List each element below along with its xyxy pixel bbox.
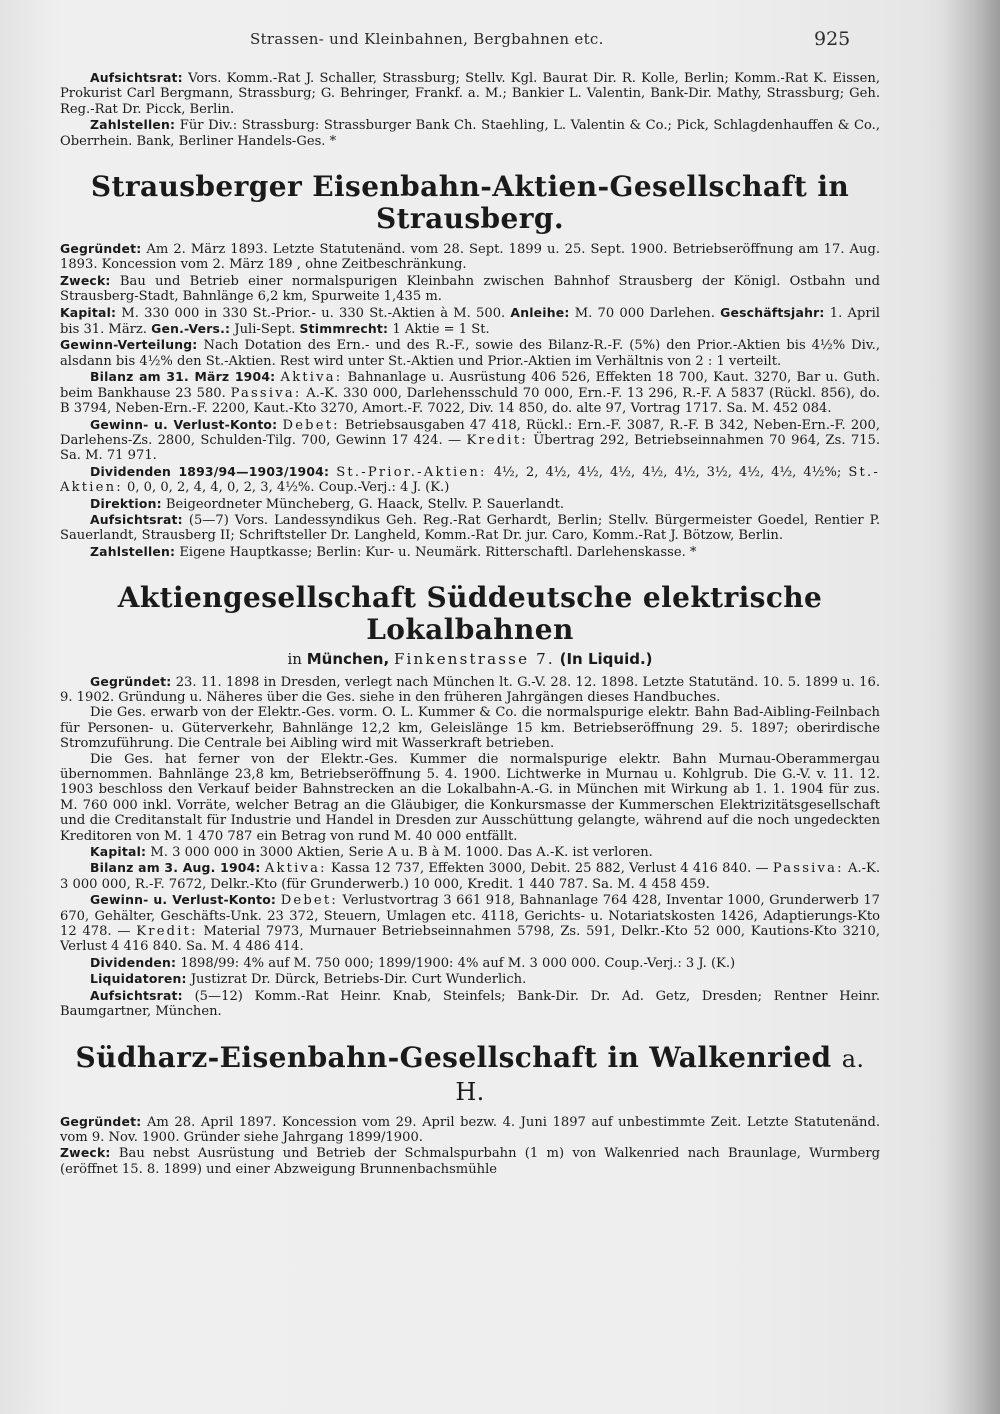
field-label: Liquidatoren: bbox=[90, 971, 187, 987]
field-label: Aufsichtsrat: bbox=[90, 987, 183, 1003]
title-suffix: a. H. bbox=[455, 1044, 865, 1106]
field-label: Kapital: bbox=[90, 844, 147, 860]
kredit-word: Kredit: bbox=[466, 432, 528, 448]
field-label: Geschäftsjahr: bbox=[720, 304, 825, 320]
field-label: Zweck: bbox=[60, 1145, 111, 1161]
dividenden-entry bbox=[60, 464, 880, 496]
field-text: 1898/99: 4% auf M. 750 000; 1899/1900: 4% auf M. 3 000 000. Coup.-Verj.: 3 J. (K.) bbox=[180, 955, 736, 971]
title-main: Südharz-Eisenbahn-Gesellschaft in Walkenried bbox=[75, 1040, 832, 1074]
field-label: Zahlstellen: bbox=[90, 543, 176, 559]
field-text: Beigeordneter Müncheberg, G. Haack, Stellv. P. Sauerlandt. bbox=[165, 496, 565, 512]
field-text: Übertrag 292, Betriebseinnahmen 70 964, Zs. 715. Sa. M. 71 971. bbox=[60, 432, 881, 464]
field-text: Juli-Sept. bbox=[234, 322, 296, 338]
liquidatoren-entry bbox=[60, 971, 880, 987]
field-text: Verlustvortrag 3 661 918, Bahnanlage 764 428, Inventar 1000, Grunderwerb 17 670, Gehälter, Geschäfts-Unk. 23 372, Steuern, Umlagen etc. 4118, Gerichts- u. Notariatskosten 1426, Adaptierungs-Kto 12 478. — bbox=[60, 893, 880, 940]
field-label: Aufsichtsrat: bbox=[90, 511, 183, 527]
field-text: (5—7) Vors. Landessyndikus Geh. Reg.-Rat Gerhardt, Berlin; Stellv. Bürgermeister Goedel, Rentier P. Sauerlandt, Strausberg II; Schriftsteller Dr. Langheld, Komm.-Rat Dr. jur. Caro, Komm.-Rat J. Bötzow, Berlin. bbox=[60, 512, 880, 544]
prior-aktien-word: St.-Prior.-Aktien: bbox=[336, 464, 487, 480]
company-subtitle-muenchen bbox=[60, 652, 880, 667]
field-text: Material 7973, Murnauer Betriebseinnahmen 5798, Zs. 591, Delkr.-Kto 52 000, Kautions-Kto 3210, Verlust 4 416 840. Sa. M. 4 486 414. bbox=[60, 924, 880, 955]
subtitle-city: München, bbox=[306, 650, 390, 669]
field-text: Bau und Betrieb einer normalspurigen Kleinbahn zwischen Bahnhof Strausberg der Königl. Ostbahn und Strausberg-Stadt, Bahnlänge 6,2 km, Spurweite 1,435 m. bbox=[60, 273, 881, 305]
field-label: Gegründet: bbox=[90, 673, 172, 689]
passiva-word: Passiva: bbox=[230, 385, 302, 401]
gegruendet-entry bbox=[60, 1114, 880, 1146]
field-label: Bilanz am 31. März 1904: bbox=[90, 369, 276, 385]
field-text: Am 2. März 1893. Letzte Statutenänd. vom 28. Sept. 1899 u. 25. Sept. 1900. Betriebseröffnung am 17. Aug. 1893. Koncession vom 2. März 189 , ohne Zeitbeschränkung. bbox=[60, 242, 880, 273]
subtitle-street: Finkenstrasse 7. bbox=[393, 650, 555, 669]
field-label: Zahlstellen: bbox=[90, 117, 176, 133]
aufsichtsrat-entry bbox=[60, 988, 880, 1020]
kapital-entry bbox=[60, 305, 880, 338]
aktiva-word: Aktiva: bbox=[264, 861, 327, 877]
field-text: 1. April bis 31. März. bbox=[60, 305, 880, 338]
page-binding-shadow bbox=[942, 0, 1000, 1414]
field-text: Nach Dotation des Ern.- und des R.-F., sowie des Bilanz-R.-F. (5%) den Prior.-Aktien bis 4½% Div., alsdann bis 4½% den St.-Aktien. Rest wird unter St.-Aktien und Prior.-Aktien im Verhältnis von 2 : 1 verteilt. bbox=[60, 338, 880, 369]
company-title-muenchen: Aktiengesellschaft Süddeutsche elektrische Lokalbahnen bbox=[117, 581, 823, 647]
field-label: Aufsichtsrat: bbox=[90, 70, 183, 85]
running-title: Strassen- und Kleinbahnen, Bergbahnen etc. bbox=[250, 30, 604, 48]
history-paragraph-1: Die Ges. erwarb von der Elektr.-Ges. vorm. O. L. Kummer & Co. die normalspurige elektr. Bahn Bad-Aibling-Feilnbach für Personen- u. Güterverkehr, Bahnlänge 12,2 km, Geleislänge 15 km. Betriebseröffnung 29. 5. 1897; oberirdische Stromzuführung. Die Centrale bei Aibling wird mit Wasserkraft betrieben. bbox=[60, 705, 880, 752]
field-label: Zweck: bbox=[60, 272, 111, 288]
field-text: M. 3 000 000 in 3000 Aktien, Serie A u. B à M. 1000. Das A.-K. ist verloren. bbox=[150, 845, 653, 861]
field-label: Gewinn- u. Verlust-Konto: bbox=[90, 416, 278, 432]
aufsichtsrat-entry bbox=[60, 512, 880, 544]
zweck-entry bbox=[60, 273, 880, 305]
passiva-word: Passiva: bbox=[772, 861, 844, 877]
field-text: Eigene Hauptkasse; Berlin: Kur- u. Neumärk. Ritterschaftl. Darlehenskasse. * bbox=[179, 544, 697, 560]
page-content bbox=[60, 70, 880, 1177]
field-label: Gewinn-Verteilung: bbox=[60, 337, 198, 353]
field-text: 23. 11. 1898 in Dresden, verlegt nach München lt. G.-V. 28. 12. 1898. Letzte Statutänd. 10. 5. 1899 u. 16. 9. 1902. Gründung u. Näheres über die Ges. siehe in den früheren Jahrgängen dieses Handbuches. bbox=[60, 674, 880, 705]
gegruendet-entry bbox=[60, 241, 880, 273]
field-label: Gegründet: bbox=[60, 1113, 142, 1129]
page-number: 925 bbox=[814, 28, 851, 50]
field-label: Gen.-Vers.: bbox=[151, 321, 231, 337]
field-label: Dividenden: bbox=[90, 954, 177, 970]
field-text: (5—12) Komm.-Rat Heinr. Knab, Steinfels; Bank-Dir. Dr. Ad. Getz, Dresden; Rentner Heinr. Baumgartner, München. bbox=[60, 988, 881, 1020]
field-text: Am 28. April 1897. Koncession vom 29. April bezw. 4. Juni 1897 auf unbestimmte Zeit. Letzte Statutenänd. vom 9. Nov. 1900. Gründer siehe Jahrgang 1899/1900. bbox=[60, 1114, 880, 1145]
direktion-entry bbox=[60, 496, 880, 512]
field-label: Stimmrecht: bbox=[299, 321, 389, 337]
field-label: Dividenden 1893/94—1903/1904: bbox=[90, 463, 330, 479]
field-text: Vors. Komm.-Rat J. Schaller, Strassburg; Stellv. Kgl. Baurat Dir. R. Kolle, Berlin; Komm.-Rat K. Eissen, Prokurist Carl Bergmann, Strassburg; G. Behringer, Frankf. a. M.; Bankier L. Valentin, Bank-Dir. Mathy, Strassburg; Geh. Reg.-Rat Dr. Picck, Berlin. bbox=[60, 71, 880, 117]
st-aktien-word: St.-Aktien: bbox=[60, 464, 880, 496]
field-text: 0, 0, 0, 2, 4, 4, 0, 2, 3, 4½%. Coup.-Verj.: 4 J. (K.) bbox=[127, 480, 450, 496]
subtitle-status: (In Liquid.) bbox=[559, 650, 653, 669]
field-label: Bilanz am 3. Aug. 1904: bbox=[90, 860, 261, 876]
company-title-strausberg: Strausberger Eisenbahn-Aktien-Gesellschaft in Strausberg. bbox=[90, 170, 850, 236]
field-text: Bahnanlage u. Ausrüstung 406 526, Effekten 18 700, Kaut. 3270, Bar u. Guth. beim Bankhause 23 580. bbox=[60, 370, 880, 401]
field-text: A.-K. 3 000 000, R.-F. 7672, Delkr.-Kto (für Grunderwerb.) 10 000, Kredit. 1 440 787. Sa. M. 4 458 459. bbox=[60, 861, 881, 892]
field-text: Für Div.: Strassburg: Strassburger Bank Ch. Staehling, L. Valentin & Co.; Pick, Schlagdenhauffen & Co., Oberrhein. Bank, Berliner Handels-Ges. * bbox=[60, 118, 880, 149]
field-text: A.-K. 330 000, Darlehensschuld 70 000, Ern.-F. 13 296, R.-F. A 5837 (Rückl. 856), do. B 3794, Neben-Ern.-F. 2200, Kaut.-Kto 3270, Amort.-F. 7022, Div. 14 850, do. alte 97, Vortrag 1717. Sa. M. 452 084. bbox=[60, 385, 881, 417]
field-text: Justizrat Dr. Dürck, Betriebs-Dir. Curt Wunderlich. bbox=[190, 972, 527, 988]
bilanz-entry bbox=[60, 369, 880, 416]
field-text: M. 330 000 in 330 St.-Prior.- u. 330 St.-Aktien à M. 500. bbox=[121, 305, 506, 321]
field-label: Anleihe: bbox=[510, 304, 570, 320]
field-text: Betriebsausgaben 47 418, Rückl.: Ern.-F. 3087, R.-F. B 342, Neben-Ern.-F. 200, Darlehens-Zs. 2800, Schulden-Tilg. 700, Gewinn 17 424. — bbox=[60, 417, 880, 448]
debet-word: Debet: bbox=[280, 893, 338, 909]
aufsichtsrat-entry bbox=[60, 70, 880, 117]
history-paragraph-2: Die Ges. hat ferner von der Elektr.-Ges. Kummer die normalspurige elektr. Bahn Murnau-Oberammergau übernommen. Bahnlänge 23,8 km, Betriebseröffnung 5. 4. 1900. Lichtwerke in Murnau u. Kohlgrub. Die G.-V. v. 11. 12. 1903 beschloss den Verkauf beider Bahnstrecken an die Lokalbahn-A.-G. in München mit Wirkung ab 1. 1. 1904 für zus. M. 760 000 inkl. Vorräte, welcher Betrag an die Gläubiger, die Konkursmasse der Kummerschen Elektrizitätsgesellschaft und die Creditanstalt für Industrie und Handel in Dresden zur Ausschüttung gelangte, während auf die noch ungedeckten Kreditoren von M. 1 470 787 ein Betrag von rund M. 40 000 entfällt. bbox=[60, 751, 880, 844]
field-label: Kapital: bbox=[60, 304, 117, 320]
dividenden-entry bbox=[60, 955, 880, 971]
gewinn-verlust-entry bbox=[60, 417, 880, 464]
company-title-suedharz bbox=[60, 1042, 880, 1108]
field-label: Gegründet: bbox=[60, 241, 142, 257]
kredit-word: Kredit: bbox=[136, 924, 198, 940]
field-label: Direktion: bbox=[90, 495, 162, 511]
bilanz-entry bbox=[60, 860, 880, 892]
field-text: M. 70 000 Darlehen. bbox=[574, 305, 715, 321]
field-text: Kassa 12 737, Effekten 3000, Debit. 25 882, Verlust 4 416 840. — bbox=[330, 861, 769, 877]
gegruendet-entry bbox=[60, 674, 880, 706]
field-text: 4½, 2, 4½, 4½, 4½, 4½, 4½, 3½, 4½, 4½, 4½%; bbox=[493, 464, 842, 480]
gewinn-verlust-entry bbox=[60, 892, 880, 955]
subtitle-in: in bbox=[287, 650, 302, 669]
debet-word: Debet: bbox=[282, 417, 340, 433]
aktiva-word: Aktiva: bbox=[280, 370, 343, 386]
zahlstellen-entry bbox=[60, 117, 880, 149]
field-text: 1 Aktie = 1 St. bbox=[392, 322, 490, 338]
zahlstellen-entry bbox=[60, 544, 880, 560]
field-label: Gewinn- u. Verlust-Konto: bbox=[90, 892, 277, 908]
field-text: Bau nebst Ausrüstung und Betrieb der Schmalspurbahn (1 m) von Walkenried nach Braunlage, Wurmberg (eröffnet 15. 8. 1899) und einer Abzweigung Brunnenbachsmühle bbox=[60, 1146, 880, 1177]
gewinn-verteilung-entry bbox=[60, 337, 880, 369]
kapital-entry bbox=[60, 844, 880, 860]
zweck-entry bbox=[60, 1145, 880, 1177]
